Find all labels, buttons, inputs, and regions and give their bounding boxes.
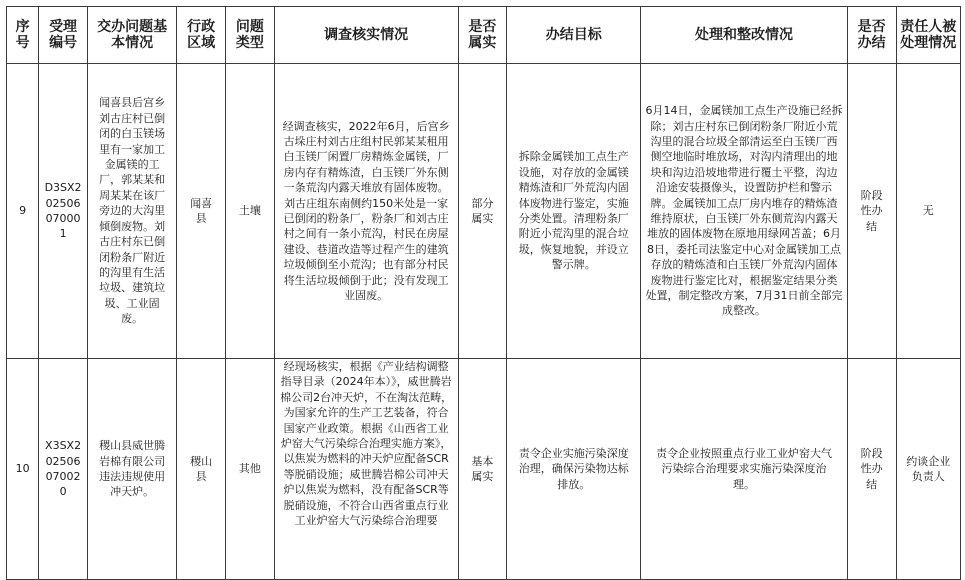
case-table (6, 6, 961, 580)
header-goal: 办结目标 (507, 7, 641, 64)
row-seq: 9 (7, 64, 39, 359)
row-person: 无 (896, 64, 960, 359)
header-person: 责任人被处理情况 (896, 7, 960, 64)
row-type: 其他 (226, 359, 275, 580)
row-issue: 闻喜县后宫乡刘古庄村已倒闭的白玉镁场里有一家加工金属镁的工厂，郭某某和周某某在该厂旁边的大沟里倾倒废物。刘古庄村东已倒闭粉条厂附近的沟里有生活垃圾、建筑垃圾、工业固废。 (87, 64, 176, 359)
row-id: D3SX202506070001 (39, 64, 88, 359)
table-row (7, 359, 961, 580)
row-handling: 6月14日，金属镁加工点生产设施已经拆除；刘古庄村东已倒闭粉条厂附近小荒沟里的混合垃圾全部清运至白玉镁厂西侧空地临时堆放场，对沟内清理出的地块和沟边沿坡地带进行覆土平整，沟边沿途安装摄像头，设置防护栏和警示牌。金属镁加工点厂房内堆存的精炼渣维持原状，白玉镁厂外东侧荒沟内露天堆放的固体废物在原地用绿网苫盖；6月8日，委托司法鉴定中心对金属镁加工点存放的精炼渣和白玉镁厂外荒沟内固体废物进行鉴定比对，根据鉴定结果分类处置，制定整改方案，7月31日前全部完成整改。 (641, 64, 848, 359)
row-true: 部分属实 (458, 64, 507, 359)
header-true: 是否属实 (458, 7, 507, 64)
header-row (7, 7, 961, 64)
row-seq: 10 (7, 359, 39, 580)
row-person: 约谈企业负责人 (896, 359, 960, 580)
row-investigation: 经现场核实，根据《产业结构调整指导目录（2024年本）》，威世腾岩棉公司2台冲天炉，不在淘汰范畴，为国家允许的生产工艺装备，符合国家产业政策。根据《山西省工业炉窑大气污染综合治理实施方案》，以焦炭为燃料的冲天炉应配备SCR等脱硝设施；威世腾岩棉公司冲天炉以焦炭为燃料，没有配备SCR等脱硝设施，不符合山西省重点行业工业炉窑大气污染综合治理要 (274, 359, 458, 580)
row-type: 土壤 (226, 64, 275, 359)
row-id: X3SX202506070020 (39, 359, 88, 580)
header-type: 问题类型 (226, 7, 275, 64)
row-region: 闻喜县 (177, 64, 226, 359)
header-handling: 处理和整改情况 (641, 7, 848, 64)
row-goal: 责令企业实施污染深度治理，确保污染物达标排放。 (507, 359, 641, 580)
header-id: 受理编号 (39, 7, 88, 64)
row-true: 基本属实 (458, 359, 507, 580)
row-investigation: 经调查核实，2022年6月，后宫乡古垛庄村刘古庄组村民郭某某租用白玉镁厂闲置厂房精炼金属镁，厂房内存有精炼渣，白玉镁厂外东侧一条荒沟内露天堆放有固体废物。刘古庄组东南侧约150米处是一家已倒闭的粉条厂，粉条厂和刘古庄村之间有一条小荒沟，村民在房屋建设、巷道改造等过程产生的建筑垃圾倾倒至小荒沟；也有部分村民将生活垃圾倾倒于此；没有发现工业固废。 (274, 64, 458, 359)
row-handling: 责令企业按照重点行业工业炉窑大气污染综合治理要求实施污染深度治理。 (641, 359, 848, 580)
header-region: 行政区域 (177, 7, 226, 64)
header-investigation: 调查核实情况 (274, 7, 458, 64)
header-seq: 序号 (7, 7, 39, 64)
row-goal: 拆除金属镁加工点生产设施，对存放的金属镁精炼渣和厂外荒沟内固体废物进行鉴定，实施分类处置。清理粉条厂附近小荒沟里的混合垃圾，恢复地貌，并设立警示牌。 (507, 64, 641, 359)
row-issue: 稷山县威世腾岩棉有限公司违法违规使用冲天炉。 (87, 359, 176, 580)
header-done: 是否办结 (847, 7, 896, 64)
header-issue: 交办问题基本情况 (87, 7, 176, 64)
row-region: 稷山县 (177, 359, 226, 580)
table-row (7, 64, 961, 359)
row-done: 阶段性办结 (847, 64, 896, 359)
row-done: 阶段性办结 (847, 359, 896, 580)
